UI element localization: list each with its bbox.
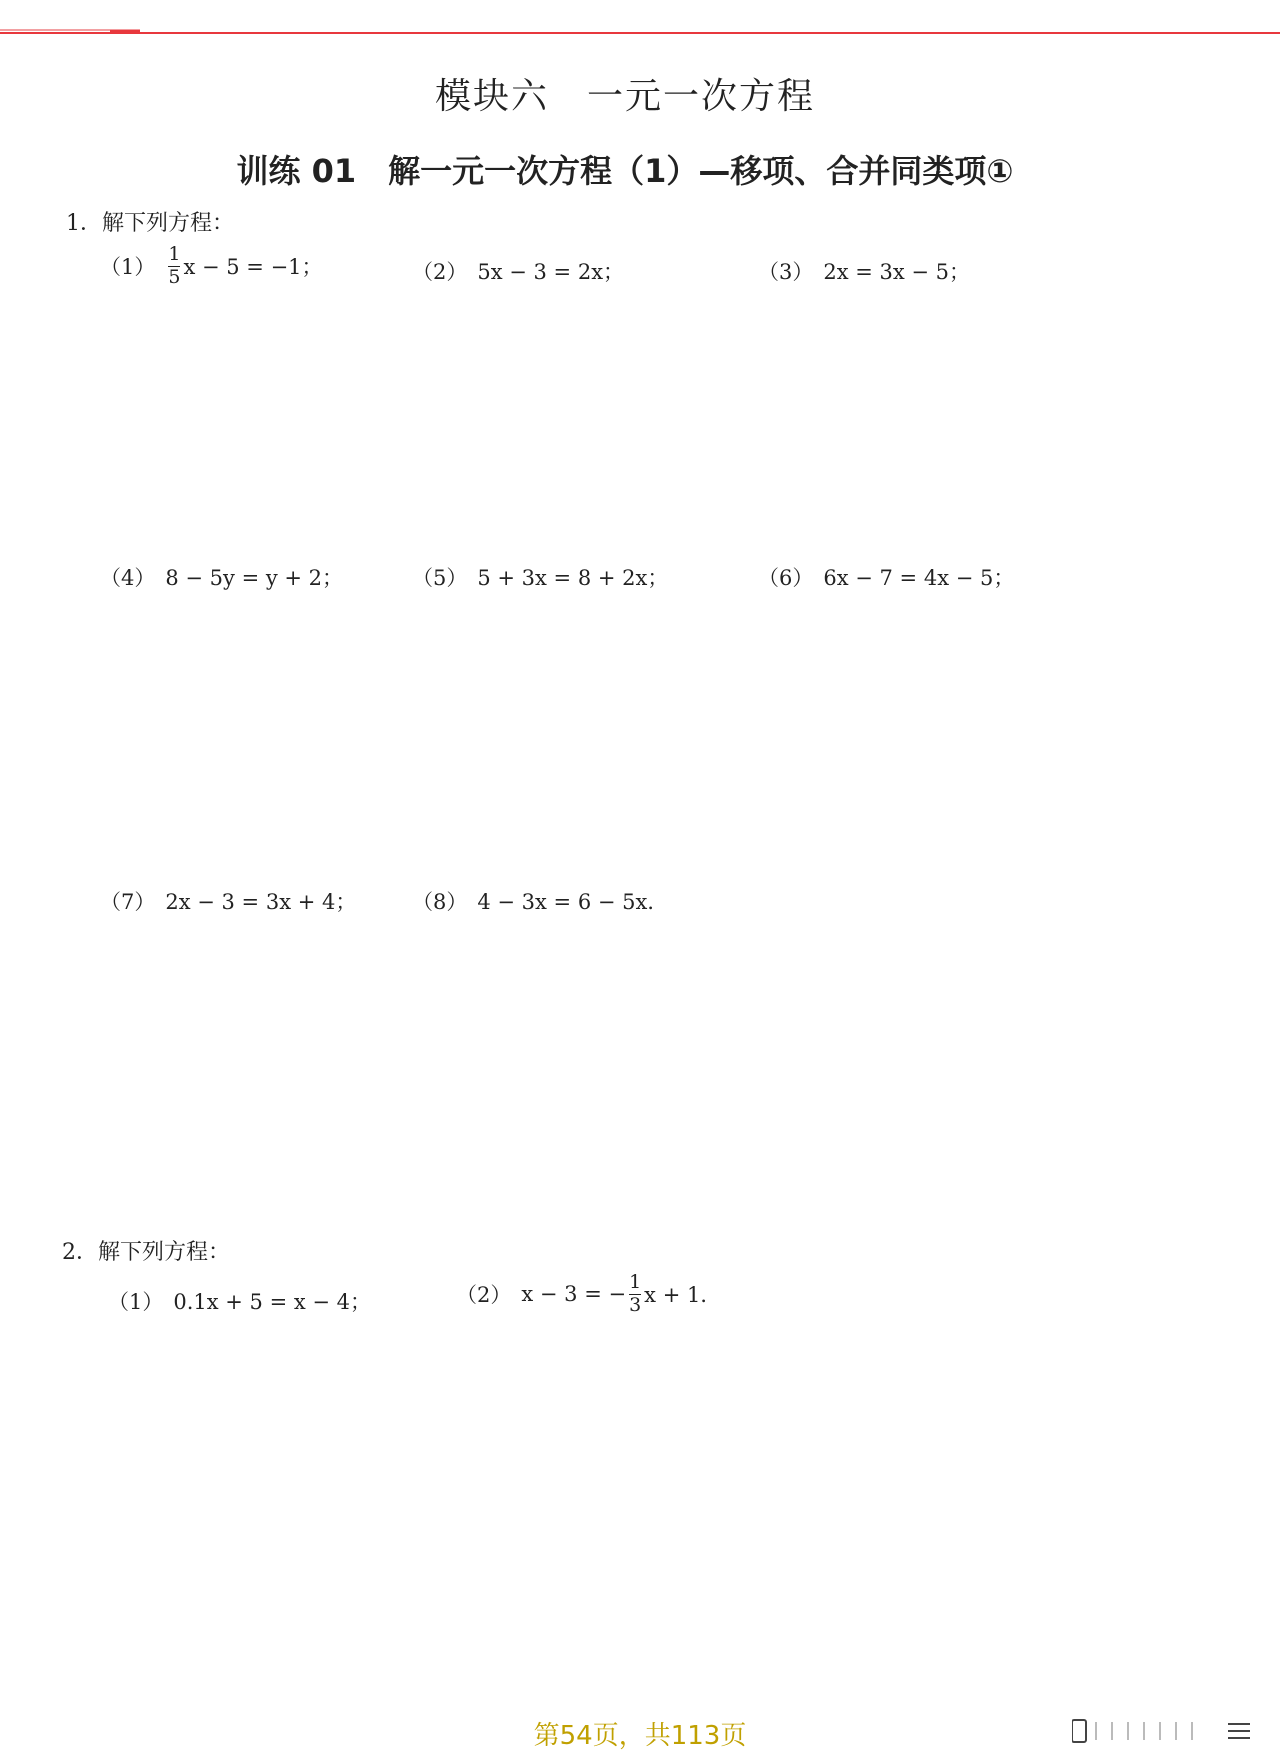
q1-item-1 xyxy=(100,244,323,289)
viewer-controls[interactable] xyxy=(1072,1718,1252,1744)
equation-text: 0.1x + 5 = x − 4； xyxy=(173,1290,372,1314)
q1-item-3 xyxy=(758,256,970,286)
equation-prefix: x − 3 = − xyxy=(521,1282,627,1307)
item-number: （3） xyxy=(758,260,814,284)
fraction xyxy=(629,1272,641,1317)
q1-item-4 xyxy=(100,562,343,592)
equation-text: 8 − 5y = y + 2； xyxy=(165,566,344,590)
scrollbar-grip-icon[interactable] xyxy=(1072,1718,1222,1744)
equation-text: 5x − 3 = 2x； xyxy=(477,260,625,284)
item-number: （6） xyxy=(758,566,814,590)
equation-text: 6x − 7 = 4x − 5； xyxy=(823,566,1015,590)
item-number: （1） xyxy=(108,1290,164,1314)
fraction-denominator: 5 xyxy=(168,265,181,288)
fraction-numerator: 1 xyxy=(168,243,181,265)
item-number: （7） xyxy=(100,890,156,914)
fraction-denominator: 3 xyxy=(629,1293,642,1316)
question-2-heading: 2．解下列方程： xyxy=(62,1240,230,1265)
equation-text: x − 5 = −1； xyxy=(183,255,323,280)
equation-text: 2x = 3x − 5； xyxy=(823,260,971,284)
equation-text: x + 1． xyxy=(644,1283,722,1308)
q1-item-7 xyxy=(100,886,356,916)
top-red-stripe xyxy=(0,0,1280,36)
item-number: （2） xyxy=(412,260,468,284)
q1-item-5 xyxy=(412,562,668,592)
equation-text: 4 − 3x = 6 − 5x． xyxy=(477,890,669,914)
item-number: （1） xyxy=(100,255,156,280)
page-indicator: 第54页，共113页 xyxy=(533,1721,747,1751)
equation-text: 2x − 3 = 3x + 4； xyxy=(165,890,357,914)
equation-text: 5 + 3x = 8 + 2x； xyxy=(477,566,669,590)
q1-item-6 xyxy=(758,562,1014,592)
module-title: 模块六 一元一次方程 xyxy=(434,76,815,117)
item-number: （5） xyxy=(412,566,468,590)
item-number: （8） xyxy=(412,890,468,914)
q1-item-2 xyxy=(412,256,624,286)
question-1-heading: 1．解下列方程： xyxy=(66,211,234,236)
q2-item-1 xyxy=(108,1286,371,1316)
item-number: （2） xyxy=(456,1283,512,1308)
q2-item-2 xyxy=(456,1272,721,1317)
section-title: 训练 01 解一元一次方程（1）—移项、合并同类项① xyxy=(236,152,1014,190)
fraction xyxy=(168,244,180,289)
fraction-numerator: 1 xyxy=(629,1271,642,1293)
q1-item-8 xyxy=(412,886,668,916)
menu-lines-icon[interactable] xyxy=(1226,1718,1252,1744)
item-number: （4） xyxy=(100,566,156,590)
